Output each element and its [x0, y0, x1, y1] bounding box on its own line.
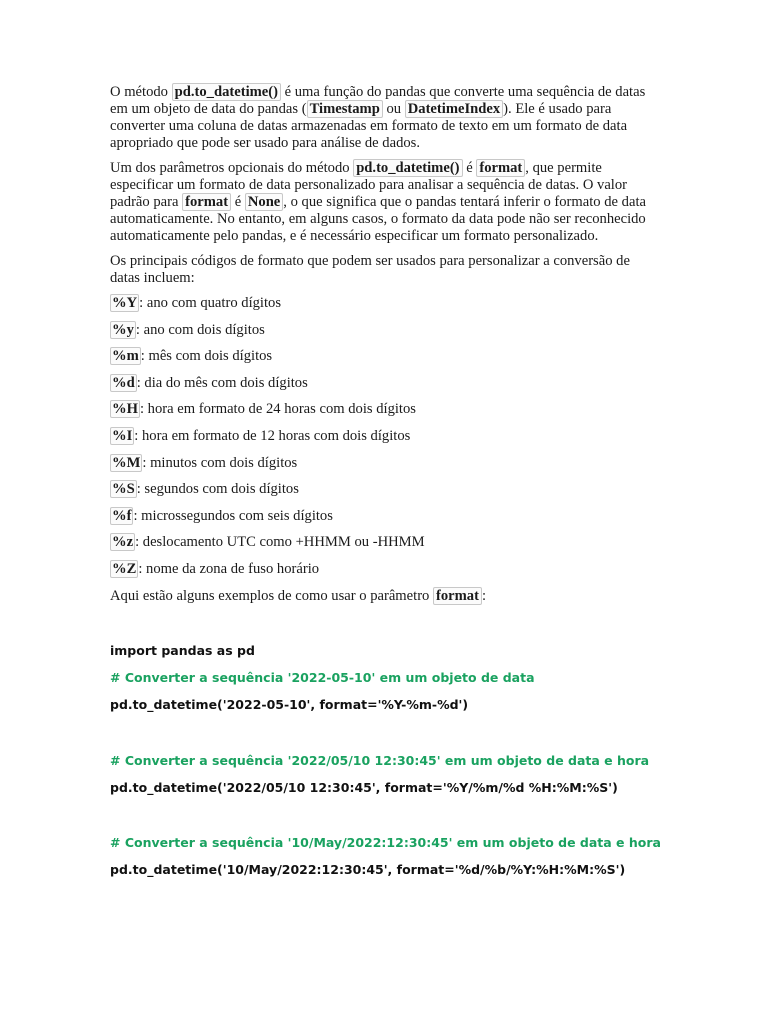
list-item	[110, 508, 662, 535]
inline-code: None	[245, 193, 283, 211]
inline-code: DatetimeIndex	[405, 100, 503, 118]
inline-code: pd.to_datetime()	[172, 83, 281, 101]
format-code: %m	[112, 348, 139, 365]
list-item	[110, 348, 662, 375]
code-statement-2: pd.to_datetime('2022/05/10 12:30:45', format='%Y/%m/%d %H:%M:%S')	[110, 780, 618, 795]
text-run: é uma função do pandas que converte uma sequência de datas em um objeto de data do pandas (	[110, 84, 646, 117]
format-code: %z	[112, 534, 134, 551]
intro-paragraph-3: Os principais códigos de formato que podem ser usados para personalizar a conversão de datas incluem:	[110, 253, 630, 286]
format-description: : ano com dois dígitos	[135, 321, 265, 338]
format-code: %H	[112, 401, 138, 418]
format-code: %M	[112, 454, 141, 471]
format-description: : ano com quatro dígitos	[139, 295, 282, 311]
text-run: ou	[382, 101, 405, 117]
text-run: é	[462, 160, 477, 176]
format-code: %Y	[112, 295, 138, 311]
list-item	[110, 561, 662, 588]
intro-paragraph-2	[110, 160, 662, 245]
code-comment-3: # Converter a sequência '10/May/2022:12:30:45' em um objeto de data e hora	[110, 835, 661, 850]
list-item	[110, 534, 662, 561]
format-code: %d	[112, 374, 135, 391]
list-item	[110, 481, 662, 508]
format-code: %S	[112, 481, 135, 498]
format-description: : nome da zona de fuso horário	[138, 560, 320, 577]
inline-code: format	[433, 587, 482, 605]
format-code: %Z	[112, 560, 137, 577]
list-item	[110, 322, 662, 349]
inline-code: Timestamp	[307, 100, 383, 118]
format-code: %I	[112, 427, 133, 444]
list-item	[110, 295, 662, 322]
format-description: : deslocamento UTC como +HHMM ou -HHMM	[135, 534, 425, 551]
list-item	[110, 428, 662, 455]
text-run: Aqui estão alguns exemplos de como usar o parâmetro	[110, 587, 434, 604]
examples-intro	[110, 588, 662, 605]
code-import-line: import pandas as pd	[110, 643, 255, 658]
format-code: %f	[112, 507, 132, 524]
text-run: , o que significa que o pandas tentará inferir o formato de data automaticamente. No entanto, em alguns casos, o formato da data pode não ser reconhecido automaticamente pelo pandas, e é necessário especificar um formato personalizado.	[110, 194, 646, 244]
prose-section	[110, 84, 662, 605]
format-description: : microssegundos com seis dígitos	[133, 507, 333, 524]
text-run: , que permite especificar um formato de data personalizado para analisar a sequência de datas. O valor padrão para	[110, 160, 628, 210]
format-description: : mês com dois dígitos	[140, 348, 273, 365]
text-run: :	[481, 587, 487, 604]
code-statement-1: pd.to_datetime('2022-05-10', format='%Y-%m-%d')	[110, 697, 469, 712]
text-run: O método	[110, 84, 172, 100]
inline-code: pd.to_datetime()	[353, 159, 462, 177]
code-statement-3: pd.to_datetime('10/May/2022:12:30:45', format='%d/%b/%Y:%H:%M:%S')	[110, 862, 626, 877]
code-comment-2: # Converter a sequência '2022/05/10 12:30:45' em um objeto de data e hora	[110, 753, 650, 768]
format-code-list	[110, 295, 662, 588]
inline-code: format	[182, 193, 231, 211]
text-run: ). Ele é usado para converter uma coluna de datas armazenadas em formato de texto em um formato de data apropriado que pode ser usado para análise de dados.	[110, 101, 628, 151]
list-item	[110, 401, 662, 428]
list-item	[110, 455, 662, 482]
format-description: : dia do mês com dois dígitos	[136, 374, 308, 391]
format-description: : hora em formato de 12 horas com dois dígitos	[134, 427, 411, 444]
intro-paragraph-1	[110, 84, 662, 152]
list-item	[110, 375, 662, 402]
code-comment-1: # Converter a sequência '2022-05-10' em um objeto de data	[110, 670, 535, 685]
inline-code: format	[476, 159, 525, 177]
format-code: %y	[112, 321, 134, 338]
format-description: : segundos com dois dígitos	[136, 481, 299, 498]
text-run: Um dos parâmetros opcionais do método	[110, 160, 354, 176]
format-description: : minutos com dois dígitos	[142, 454, 298, 471]
text-run: é	[231, 194, 245, 210]
format-description: : hora em formato de 24 horas com dois dígitos	[139, 401, 416, 418]
